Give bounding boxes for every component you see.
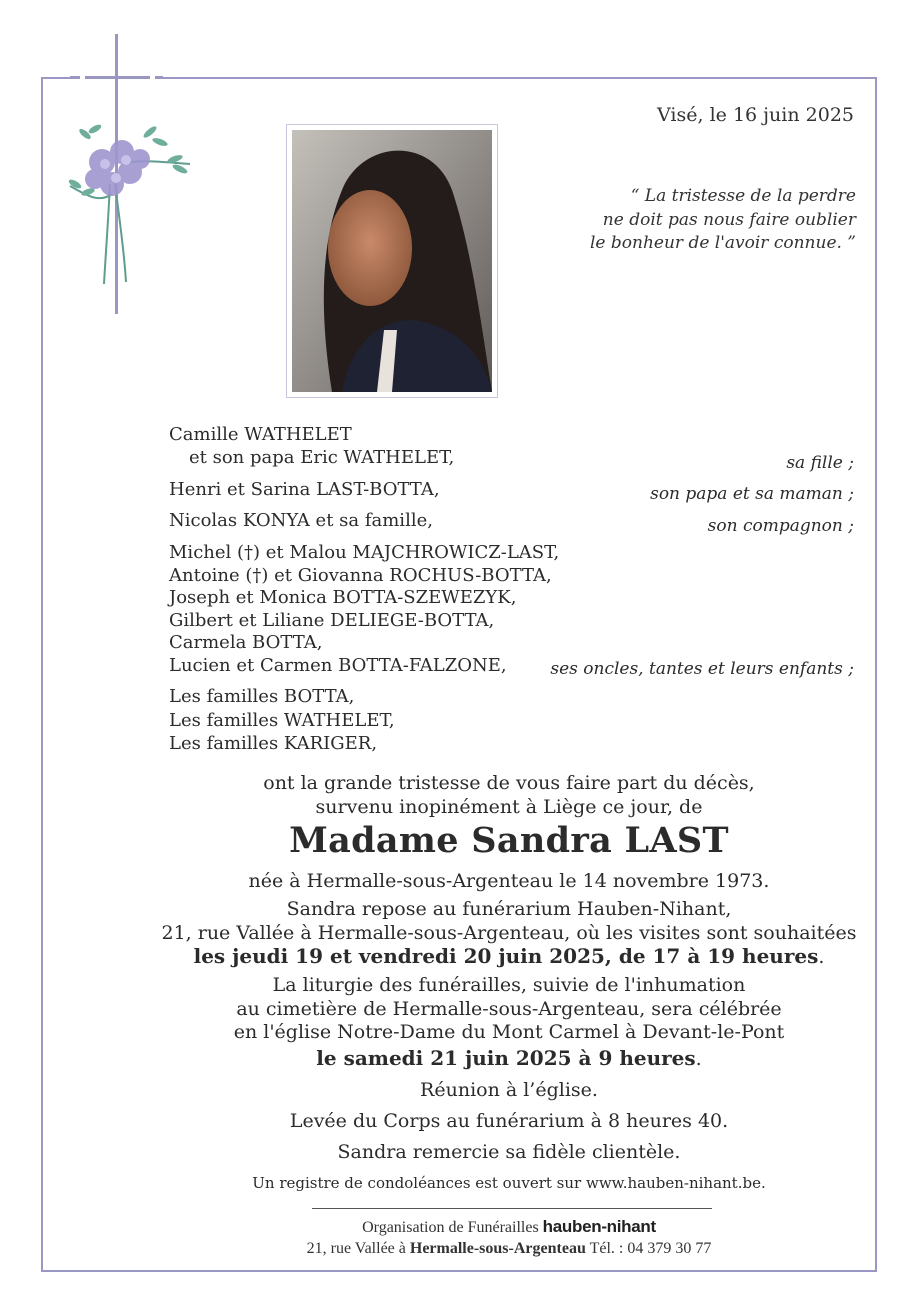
ceremony-period: . [695, 1048, 702, 1070]
liturgy-line: La liturgie des funérailles, suivie de l'inhumation [272, 974, 746, 996]
footer-address [50, 1240, 918, 1258]
relation-parents: son papa et sa maman ; [650, 484, 854, 504]
place-date: Visé, le 16 juin 2025 [657, 104, 854, 126]
family-name-text: et son papa Eric WATHELET, [189, 446, 455, 468]
thanks-line: Sandra remercie sa fidèle clientèle. [337, 1141, 681, 1163]
brand-logo: hauben-nihant [542, 1217, 656, 1236]
family-name: Gilbert et Liliane DELIEGE-BOTTA, [169, 609, 495, 631]
relation-uncles-aunts: ses oncles, tantes et leurs enfants ; [550, 659, 854, 679]
quote-line: “ La tristesse de la perdre [630, 186, 856, 206]
footer-address-prefix: 21, rue Vallée à [306, 1240, 406, 1257]
quote-line: ne doit pas nous faire oublier [602, 209, 856, 230]
visit-period: . [818, 946, 825, 968]
levee-line: Levée du Corps au funérarium à 8 heures 40. [289, 1110, 729, 1132]
relation-partner: son compagnon ; [707, 516, 854, 536]
family-name: Les familles WATHELET, [169, 709, 395, 731]
cross-flower-icon [60, 34, 200, 319]
repose-block [50, 898, 918, 970]
quote-line: le bonheur de l'avoir connue. ” [589, 233, 856, 253]
repose-line: 21, rue Vallée à Hermalle-sous-Argenteau, où les visites sont souhaitées [161, 921, 857, 944]
family-name: Lucien et Carmen BOTTA-FALZONE, [169, 654, 507, 676]
announcement-line: ont la grande tristesse de vous faire part du décès, [263, 772, 755, 794]
visit-dates: les jeudi 19 et vendredi 20 juin 2025, de 17 à 19 heures [193, 944, 819, 968]
family-name: Les familles BOTTA, [169, 686, 355, 707]
ceremony-date: le samedi 21 juin 2025 à 9 heures [316, 1046, 696, 1070]
family-name: Les familles KARIGER, [169, 733, 378, 754]
announcement-line: survenu inopinément à Liège ce jour, de [315, 795, 703, 818]
family-name: Joseph et Monica BOTTA-SZEWEZYK, [169, 587, 517, 608]
birth-line: née à Hermalle-sous-Argenteau le 14 novembre 1973. [248, 870, 770, 892]
repose-line: Sandra repose au funérarium Hauben-Nihant, [286, 898, 732, 920]
family-name: Carmela BOTTA, [169, 632, 323, 653]
family-name: Antoine (†) et Giovanna ROCHUS-BOTTA, [169, 564, 552, 586]
ceremony-line [50, 1046, 918, 1070]
family-uncles-aunts [169, 542, 559, 677]
visit-line [50, 945, 918, 970]
footer-org [50, 1217, 918, 1237]
family-name: Michel (†) et Malou MAJCHROWICZ-LAST, [169, 542, 560, 563]
announcement-intro [50, 772, 918, 819]
registry-line: Un registre de condoléances est ouvert sur www.hauben-nihant.be. [252, 1174, 766, 1192]
meeting-line: Réunion à l’église. [420, 1079, 598, 1101]
portrait-photo [292, 130, 492, 392]
quote [590, 185, 856, 256]
footer-address-place: Hermalle-sous-Argenteau [409, 1240, 586, 1257]
family-name [169, 447, 454, 470]
portrait-frame [286, 124, 498, 398]
family-others [169, 685, 395, 756]
relation-daughter: sa fille ; [786, 453, 854, 473]
liturgy-line: en l'église Notre-Dame du Mont Carmel à Devant-le-Pont [233, 1021, 785, 1043]
footer-phone: Tél. : 04 379 30 77 [589, 1240, 712, 1257]
family-name: Camille WATHELET [169, 424, 352, 445]
family-camille [169, 424, 454, 469]
deceased-name: Madame Sandra LAST [289, 820, 729, 861]
liturgy-line: au cimetière de Hermalle-sous-Argenteau, sera célébrée [236, 997, 782, 1020]
family-name: Nicolas KONYA et sa famille, [169, 510, 433, 531]
footer-org-label: Organisation de Funérailles [362, 1219, 539, 1236]
family-name: Henri et Sarina LAST-BOTTA, [169, 479, 440, 500]
footer-divider [312, 1208, 712, 1209]
liturgy-block [50, 974, 918, 1045]
